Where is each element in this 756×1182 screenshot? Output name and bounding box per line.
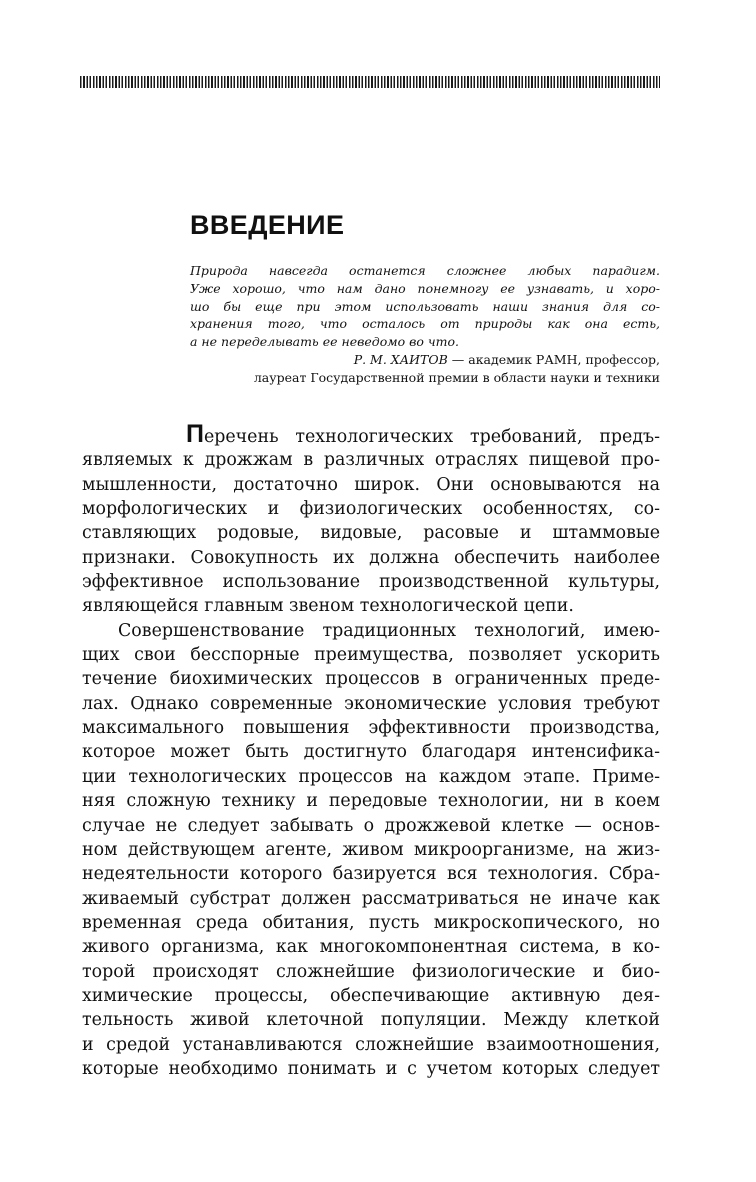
- epigraph: [190, 262, 660, 351]
- chapter-title: ВВЕДЕНИЕ: [190, 210, 345, 240]
- epigraph-line: а не переделывать ее неведомо во что.: [190, 334, 459, 350]
- paragraph-line: которое может быть достигнуто благодаря интенсифика-: [82, 742, 660, 763]
- paragraph-line: эффективное использование производственной культуры,: [82, 572, 660, 593]
- epigraph-line: хранения того, что осталось от природы как она есть,: [190, 316, 660, 332]
- paragraph-line: живаемый субстрат должен рассматриваться не иначе как: [82, 888, 660, 909]
- paragraph-line: недеятельности которого базируется вся технология. Сбра-: [82, 864, 660, 885]
- paragraph-line: лах. Однако современные экономические условия требуют: [82, 693, 660, 714]
- paragraph-line: признаки. Совокупность их должна обеспечить наиболее: [82, 547, 660, 568]
- attribution-author: Р. М. ХАИТОВ: [353, 352, 448, 367]
- epigraph-line: шо бы еще при этом использовать наши знания для со-: [190, 298, 660, 314]
- paragraph-line: морфологических и физиологических особенностях, со-: [82, 499, 660, 520]
- paragraph-line: щих свои бесспорные преимущества, позволяет ускорить: [82, 645, 660, 666]
- drop-cap: П: [186, 424, 204, 448]
- paragraph-line: няя сложную технику и передовые технологии, ни в коем: [82, 791, 660, 812]
- attribution-role: — академик РАМН, профессор,: [447, 352, 660, 367]
- attribution-line-1: [190, 351, 660, 369]
- paragraph-line: Совершенствование традиционных технологий, имею-: [118, 620, 660, 641]
- paragraph-line: торой происходят сложнейшие физиологические и био-: [82, 961, 660, 982]
- paragraph-line: максимального повышения эффективности производства,: [82, 718, 660, 739]
- paragraph-line: течение биохимических процессов в ограниченных преде-: [82, 669, 660, 690]
- paragraph-line: случае не следует забывать о дрожжевой клетке — основ-: [82, 815, 660, 836]
- top-decorative-rule: [80, 76, 660, 88]
- paragraph-line: являемых к дрожжам в различных отраслях пищевой про-: [82, 450, 660, 471]
- paragraph-line: тельность живой клеточной популяции. Между клеткой: [82, 1010, 660, 1031]
- paragraph-line: временная среда обитания, пусть микроскопического, но: [82, 912, 660, 933]
- paragraph-2: [82, 619, 660, 1082]
- paragraph-line: химические процессы, обеспечивающие активную дея-: [82, 985, 660, 1006]
- epigraph-line: Природа навсегда останется сложнее любых парадигм.: [190, 263, 660, 278]
- paragraph-line: ставляющих родовые, видовые, расовые и штаммовые: [82, 523, 660, 544]
- paragraph-line: ции технологических процессов на каждом этапе. Приме-: [82, 766, 660, 787]
- paragraph-line: [82, 424, 660, 448]
- paragraph-line: ном действующем агенте, живом микроорганизме, на жиз-: [82, 839, 660, 860]
- line-text: еречень технологических требований, предъ-: [203, 427, 660, 447]
- epigraph-line: Уже хорошо, что нам дано понемногу ее узнавать, и хоро-: [190, 280, 660, 296]
- body-text: [82, 424, 660, 1081]
- paragraph-line: живого организма, как многокомпонентная система, в ко-: [82, 937, 660, 958]
- attribution-line-2: лауреат Государственной премии в области науки и техники: [253, 369, 660, 385]
- epigraph-attribution: [190, 351, 660, 387]
- paragraph-line: которые необходимо понимать и с учетом которых следует: [82, 1058, 660, 1079]
- paragraph-line: и средой устанавливаются сложнейшие взаимоотношения,: [82, 1034, 660, 1055]
- paragraph-1: [82, 424, 660, 619]
- paragraph-line: мышленности, достаточно широк. Они основываются на: [82, 474, 660, 495]
- paragraph-line: являющейся главным звеном технологической цепи.: [82, 596, 574, 617]
